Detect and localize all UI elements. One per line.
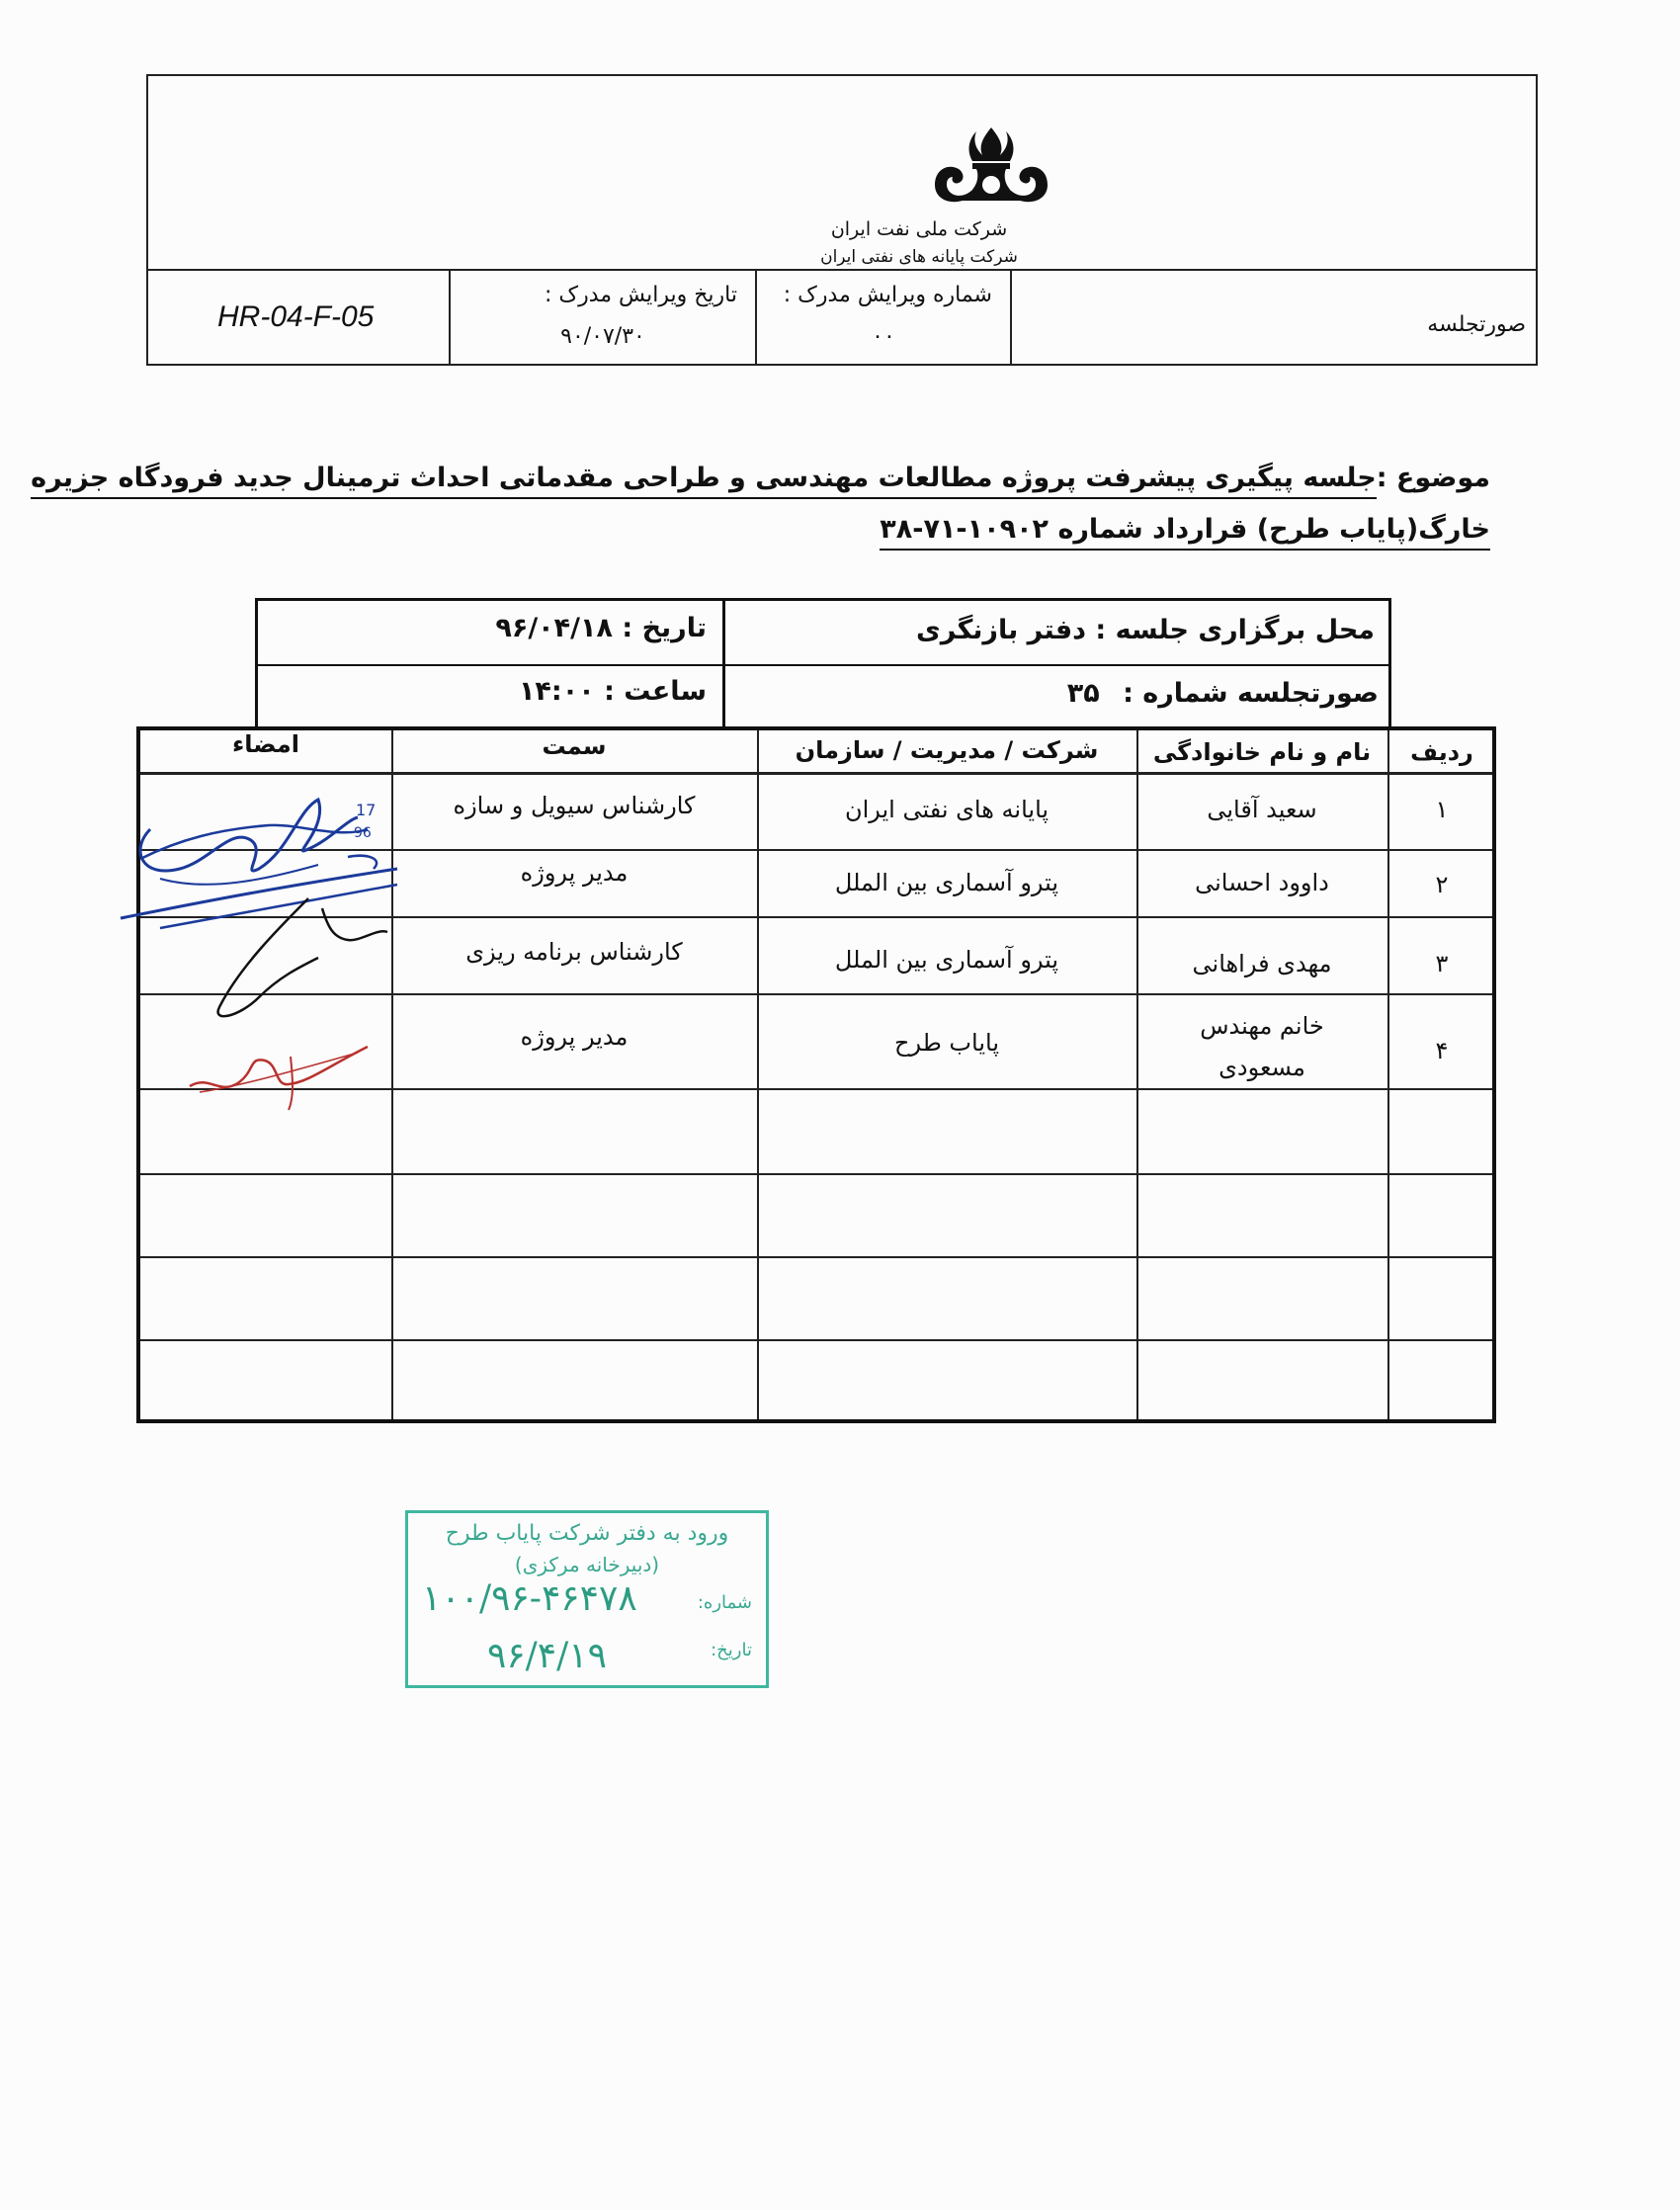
document-title: صورتجلسه bbox=[1427, 312, 1526, 337]
subject-line-2 bbox=[206, 514, 1490, 545]
row-1-number: ۱ bbox=[1435, 796, 1449, 823]
header-logo-area bbox=[148, 76, 1536, 271]
row-3-position: کارشناس برنامه ریزی bbox=[465, 938, 683, 966]
header-row-number: ردیف bbox=[1410, 738, 1473, 766]
subject-text-2: خارگ(پایاب طرح) قرارداد شماره ۱۰۹۰۲-۷۱-۳۸ bbox=[880, 514, 1490, 551]
meeting-time-label: ساعت : bbox=[604, 676, 707, 707]
revision-date-label: تاریخ ویرایش مدرک : bbox=[545, 283, 737, 307]
row-2-company: پترو آسماری بین الملل bbox=[834, 869, 1059, 896]
row-3-number: ۳ bbox=[1435, 950, 1449, 978]
stamp-number-label: شماره: bbox=[697, 1592, 752, 1613]
header-signature: امضاء bbox=[231, 730, 299, 758]
stamp-number-value: ۱۰۰/۹۶-۴۶۴۷۸ bbox=[422, 1578, 637, 1619]
row-divider bbox=[140, 1339, 1492, 1341]
sub-org-name: شرکت پایانه های نفتی ایران bbox=[820, 247, 1018, 267]
meeting-location-value: دفتر بازنگری bbox=[916, 615, 1087, 645]
stamp-title: ورود به دفتر شرکت پایاب طرح bbox=[445, 1521, 729, 1546]
header-name: نام و نام خانوادگی bbox=[1152, 738, 1372, 766]
revision-number-label: شماره ویرایش مدرک : bbox=[783, 283, 992, 307]
row-3-name: مهدی فراهانی bbox=[1192, 950, 1332, 978]
signature-row-4 bbox=[180, 1027, 397, 1116]
column-divider bbox=[1387, 730, 1389, 1419]
org-name: شرکت ملی نفت ایران bbox=[830, 218, 1008, 240]
row-4-position: مدیر پروژه bbox=[520, 1023, 629, 1051]
header-meta-row bbox=[148, 271, 1536, 366]
row-2-number: ۲ bbox=[1435, 871, 1449, 898]
signature-row-2-3 bbox=[101, 849, 417, 1037]
meeting-date-label: تاریخ : bbox=[622, 613, 707, 643]
meeting-info-box bbox=[255, 598, 1391, 726]
svg-text:17: 17 bbox=[356, 801, 377, 819]
header-position: سمت bbox=[542, 732, 607, 760]
receipt-stamp bbox=[405, 1510, 769, 1688]
document-header bbox=[146, 74, 1538, 366]
nioc-logo-icon bbox=[929, 124, 1053, 205]
form-code-cell bbox=[148, 271, 451, 366]
revision-number-cell bbox=[757, 271, 1012, 366]
column-divider bbox=[1136, 730, 1138, 1419]
row-4-company: پایاب طرح bbox=[893, 1029, 1000, 1057]
revision-number-value: ۰۰ bbox=[872, 324, 895, 349]
row-4-name: خانم مهندس مسعودی bbox=[1200, 1012, 1324, 1081]
document-title-cell bbox=[1012, 271, 1540, 366]
row-2-name: داوود احسانی bbox=[1195, 869, 1329, 896]
stamp-date-label: تاریخ: bbox=[711, 1640, 752, 1660]
row-1-position: کارشناس سیویل و سازه bbox=[453, 792, 696, 819]
meeting-time-value: ۱۴:۰۰ bbox=[518, 676, 595, 707]
minutes-number-label: صورتجلسه شماره : bbox=[1123, 678, 1379, 709]
column-divider bbox=[757, 730, 759, 1419]
minutes-number-value: ۳۵ bbox=[1066, 678, 1100, 709]
row-4-number: ۴ bbox=[1435, 1037, 1449, 1064]
minutes-number bbox=[1067, 678, 1379, 709]
stamp-subtitle: (دبیرخانه مرکزی) bbox=[514, 1553, 660, 1576]
attendance-table bbox=[136, 726, 1496, 1423]
row-1-company: پایانه های نفتی ایران bbox=[844, 796, 1050, 823]
revision-date-cell bbox=[451, 271, 757, 366]
form-code: HR-04-F-05 bbox=[217, 300, 375, 333]
row-1-name: سعید آقایی bbox=[1207, 796, 1317, 823]
stamp-date-value: ۹۶/۴/۱۹ bbox=[487, 1636, 607, 1676]
meeting-location bbox=[916, 615, 1375, 645]
row-divider bbox=[140, 1256, 1492, 1258]
subject-label: موضوع : bbox=[1376, 463, 1490, 493]
header-company: شرکت / مدیریت / سازمان bbox=[795, 736, 1099, 764]
subject-line-1 bbox=[31, 463, 1490, 493]
meeting-time bbox=[519, 676, 707, 707]
meeting-date bbox=[495, 613, 707, 643]
row-2-position: مدیر پروژه bbox=[520, 859, 629, 887]
revision-date-value: ۹۰/۰۷/۳۰ bbox=[560, 324, 645, 349]
subject-text-1: جلسه پیگیری پیشرفت پروژه مطالعات مهندسی و طراحی مقدماتی احداث ترمینال جدید فرودگاه جزیره bbox=[31, 463, 1377, 499]
info-divider-horizontal bbox=[258, 664, 1388, 666]
meeting-location-label: محل برگزاری جلسه : bbox=[1095, 615, 1375, 645]
row-3-company: پترو آسماری بین الملل bbox=[834, 946, 1059, 974]
svg-text:96: 96 bbox=[354, 825, 372, 841]
row-divider bbox=[140, 1173, 1492, 1175]
meeting-date-value: ۹۶/۰۴/۱۸ bbox=[495, 613, 613, 643]
